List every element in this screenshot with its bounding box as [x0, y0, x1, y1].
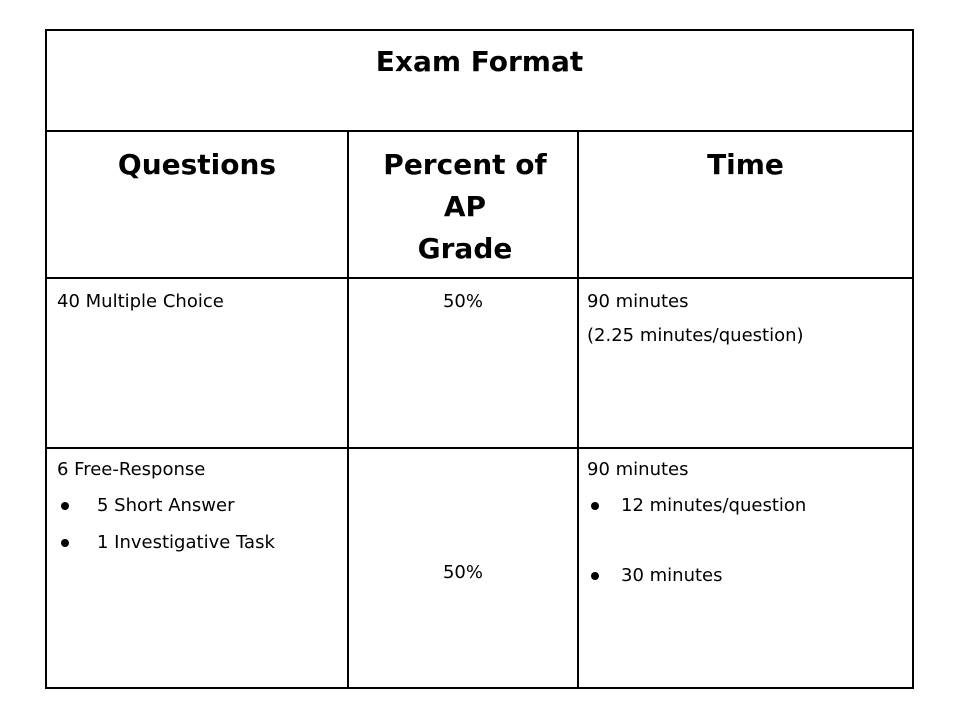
header-time: Time — [707, 148, 784, 181]
bullet-label: 12 minutes/question — [621, 495, 807, 516]
bullet-icon — [591, 502, 599, 510]
table-border-top — [45, 29, 914, 31]
table-divider-header — [45, 277, 914, 279]
row-1-questions: 40 Multiple Choice — [57, 291, 224, 312]
exam-format-table — [45, 29, 914, 689]
header-percent-line-1: Percent of — [383, 148, 547, 181]
bullet-icon — [591, 572, 599, 580]
table-column-divider-2 — [577, 130, 579, 689]
table-border-bottom — [45, 687, 914, 689]
bullet-icon — [61, 502, 69, 510]
table-divider-title — [45, 130, 914, 132]
header-questions: Questions — [117, 148, 277, 181]
table-border-right — [912, 29, 914, 689]
table-divider-row — [45, 447, 914, 449]
bullet-icon — [61, 539, 69, 547]
bullet-label: 30 minutes — [621, 565, 723, 586]
header-percent-line-3: Grade — [417, 232, 513, 265]
table-column-divider-1 — [347, 130, 349, 689]
table-title: Exam Format — [375, 45, 584, 78]
bullet-label: 1 Investigative Task — [97, 532, 275, 553]
row-1-time: 90 minutes — [587, 291, 689, 312]
row-1-percent: 50% — [442, 291, 483, 312]
row-2-questions: 6 Free-Response — [57, 459, 206, 480]
row-2-percent: 50% — [442, 562, 483, 583]
header-percent-line-2: AP — [443, 190, 487, 223]
row-2-time: 90 minutes — [587, 459, 689, 480]
bullet-label: 5 Short Answer — [97, 495, 235, 516]
row-1-time-detail: (2.25 minutes/question) — [587, 325, 804, 346]
table-border-left — [45, 29, 47, 689]
